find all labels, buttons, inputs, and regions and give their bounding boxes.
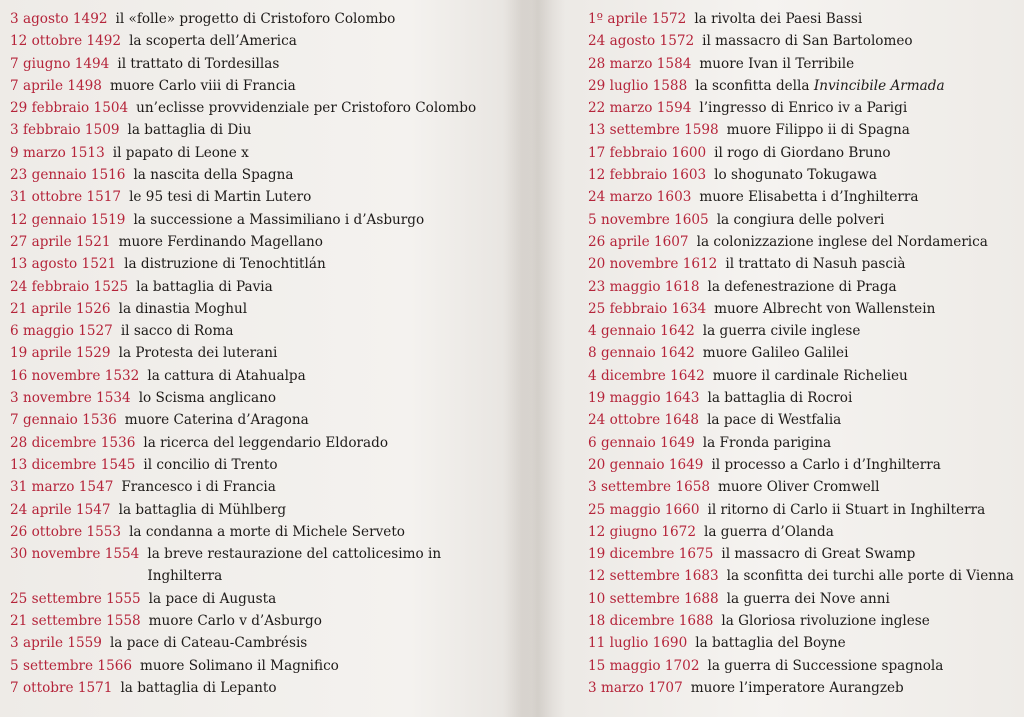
entry-description: le 95 tesi di Martin Lutero [129,189,312,206]
chronology-entry [588,409,1018,431]
entry-description: la guerra di Successione spagnola [707,657,944,674]
chronology-entry [10,53,500,75]
entry-description: la guerra civile inglese [702,323,861,340]
chronology-entry [10,409,500,431]
entry-description: muore Carlo viii di Francia [109,77,296,94]
chronology-entry [10,186,500,208]
chronology-entry [588,142,1018,164]
entry-date: 10 settembre 1688 [588,590,719,607]
chronology-entry [588,8,1018,30]
entry-date: 24 aprile 1547 [10,501,111,518]
entry-date: 29 luglio 1588 [588,77,688,94]
entry-description: il trattato di Nasuh pascià [725,256,906,273]
chronology-entry [10,588,500,610]
right-page-chronology [588,8,1018,699]
entry-date: 11 luglio 1690 [588,635,688,652]
entry-description: muore Caterina d’Aragona [124,412,309,429]
entry-date: 7 ottobre 1571 [10,679,113,696]
entry-date: 24 agosto 1572 [588,33,695,50]
entry-description: lo shogunato Tokugawa [714,167,877,184]
entry-date: 9 marzo 1513 [10,144,105,161]
entry-date: 3 marzo 1707 [588,679,683,696]
entry-date: 4 dicembre 1642 [588,367,705,384]
entry-date: 3 febbraio 1509 [10,122,120,139]
chronology-entry [588,365,1018,387]
chronology-entry [10,298,500,320]
entry-date: 3 settembre 1658 [588,479,711,496]
chronology-entry [10,97,500,119]
entry-description: la distruzione di Tenochtitlán [124,256,326,273]
entry-description: la condanna a morte di Michele Serveto [129,523,405,540]
entry-description: la pace di Augusta [148,590,277,607]
chronology-entry [588,164,1018,186]
entry-description: la defenestrazione di Praga [707,278,897,295]
entry-description: un’eclisse provvidenziale per Cristoforo Colombo [136,100,477,117]
entry-description: la Gloriosa rivoluzione inglese [721,613,930,630]
entry-description: il «folle» progetto di Cristoforo Colombo [115,11,396,27]
entry-description: il papato di Leone x [112,144,249,161]
chronology-entry [10,499,500,521]
entry-date: 13 agosto 1521 [10,256,117,273]
entry-date: 12 ottobre 1492 [10,33,122,50]
chronology-entry [588,298,1018,320]
chronology-entry [588,655,1018,677]
entry-description: l’ingresso di Enrico iv a Parigi [699,100,908,117]
chronology-entry [10,142,500,164]
chronology-entry [588,186,1018,208]
chronology-entry [588,320,1018,342]
entry-date: 29 febbraio 1504 [10,100,129,117]
chronology-entry [588,387,1018,409]
entry-description: la battaglia del Boyne [695,635,846,652]
entry-description: la battaglia di Lepanto [120,679,277,696]
entry-description: la pace di Cateau-Cambrésis [109,635,308,652]
left-page-chronology [10,8,500,699]
chronology-entry [10,276,500,298]
chronology-entry [588,53,1018,75]
entry-date: 17 febbraio 1600 [588,144,707,161]
entry-date: 7 gennaio 1536 [10,412,117,429]
chronology-entry [588,342,1018,364]
entry-description: muore Albrecht von Wallenstein [714,300,936,317]
chronology-entry [10,632,500,654]
entry-date: 13 dicembre 1545 [10,456,136,473]
entry-description: la Fronda parigina [702,434,832,451]
entry-description: il concilio di Trento [143,456,278,473]
entry-date: 16 novembre 1532 [10,367,140,384]
chronology-entry [588,432,1018,454]
entry-description: il massacro di Great Swamp [721,546,916,563]
chronology-entry [588,454,1018,476]
chronology-entry [10,75,500,97]
entry-date: 26 ottobre 1553 [10,523,122,540]
entry-description: muore Ferdinando Magellano [118,233,323,250]
entry-description: il trattato di Tordesillas [117,55,280,72]
entry-date: 28 marzo 1584 [588,55,692,72]
entry-date: 24 marzo 1603 [588,189,692,206]
entry-description: muore Solimano il Magnifico [140,657,339,674]
entry-description: la ricerca del leggendario Eldorado [143,434,389,451]
entry-date: 15 maggio 1702 [588,657,700,674]
chronology-entry [588,97,1018,119]
chronology-entry [10,30,500,52]
entry-date: 3 aprile 1559 [10,635,102,652]
entry-description: il massacro di San Bartolomeo [702,33,913,50]
book-gutter [505,0,565,717]
entry-description: la rivolta dei Paesi Bassi [694,11,863,27]
entry-date: 8 gennaio 1642 [588,345,695,362]
entry-date: 4 gennaio 1642 [588,323,695,340]
chronology-entry [10,454,500,476]
chronology-entry [588,543,1018,565]
entry-date: 12 giugno 1672 [588,523,696,540]
entry-date: 26 aprile 1607 [588,233,689,250]
entry-date: 19 aprile 1529 [10,345,111,362]
chronology-entry [10,387,500,409]
chronology-entry [10,365,500,387]
entry-date: 20 gennaio 1649 [588,456,704,473]
entry-description: la scoperta dell’America [129,33,297,50]
entry-date: 12 febbraio 1603 [588,167,707,184]
entry-description: la congiura delle polveri [716,211,885,228]
chronology-entry [588,231,1018,253]
entry-description: la battaglia di Mühlberg [118,501,287,518]
entry-description: la guerra dei Nove anni [726,590,890,607]
chronology-entry [10,476,500,498]
entry-date: 21 aprile 1526 [10,300,111,317]
entry-description: la nascita della Spagna [133,167,294,184]
entry-description: la battaglia di Diu [127,122,252,139]
chronology-entry [10,342,500,364]
entry-date: 23 gennaio 1516 [10,167,126,184]
chronology-entry [10,164,500,186]
entry-description: muore Galileo Galilei [702,345,849,362]
chronology-entry [588,119,1018,141]
chronology-entry [588,276,1018,298]
chronology-entry [10,543,500,588]
entry-date: 5 novembre 1605 [588,211,709,228]
entry-description: la battaglia di Pavia [136,278,273,295]
chronology-entry [588,521,1018,543]
entry-date: 7 giugno 1494 [10,55,110,72]
chronology-entry [588,75,1018,97]
chronology-entry [10,677,500,699]
entry-description: la sconfitta della Invincibile Armada [695,77,945,94]
entry-date: 21 settembre 1558 [10,613,141,630]
entry-description: muore Oliver Cromwell [718,479,880,496]
chronology-entry [10,231,500,253]
entry-date: 13 settembre 1598 [588,122,719,139]
entry-date: 24 febbraio 1525 [10,278,129,295]
entry-date: 3 agosto 1492 [10,11,108,27]
chronology-entry [588,588,1018,610]
entry-date: 7 aprile 1498 [10,77,102,94]
entry-date: 24 ottobre 1648 [588,412,700,429]
entry-date: 28 dicembre 1536 [10,434,136,451]
chronology-entry [10,521,500,543]
chronology-entry [10,320,500,342]
chronology-entry [588,30,1018,52]
entry-date: 3 novembre 1534 [10,390,131,407]
entry-date: 25 febbraio 1634 [588,300,707,317]
entry-date: 19 maggio 1643 [588,390,700,407]
entry-description: muore l’imperatore Aurangzeb [690,679,904,696]
entry-description: muore Ivan il Terribile [699,55,855,72]
chronology-entry [10,253,500,275]
entry-date: 27 aprile 1521 [10,233,111,250]
entry-description: il rogo di Giordano Bruno [714,144,891,161]
entry-description: la sconfitta dei turchi alle porte di Vienna [726,568,1014,585]
chronology-entry [588,565,1018,587]
entry-date: 12 settembre 1683 [588,568,719,585]
entry-description: la battaglia di Rocroi [707,390,853,407]
entry-description: muore Elisabetta i d’Inghilterra [699,189,919,206]
chronology-entry [588,632,1018,654]
entry-date: 6 gennaio 1649 [588,434,695,451]
entry-date: 6 maggio 1527 [10,323,113,340]
entry-description: la breve restaurazione del cattolicesimo in Inghilterra [147,546,442,585]
chronology-entry [588,499,1018,521]
entry-date: 20 novembre 1612 [588,256,718,273]
entry-description: il processo a Carlo i d’Inghilterra [711,456,941,473]
entry-description: Francesco i di Francia [121,479,276,496]
entry-date: 31 marzo 1547 [10,479,114,496]
entry-description: la cattura di Atahualpa [147,367,306,384]
entry-date: 5 settembre 1566 [10,657,133,674]
chronology-entry [10,432,500,454]
entry-date: 25 maggio 1660 [588,501,700,518]
entry-description: la successione a Massimiliano i d’Asburgo [133,211,425,228]
entry-description: muore il cardinale Richelieu [712,367,908,384]
entry-date: 12 gennaio 1519 [10,211,126,228]
entry-date: 1º aprile 1572 [588,11,687,27]
entry-date: 30 novembre 1554 [10,546,140,563]
entry-description: il ritorno di Carlo ii Stuart in Inghilterra [707,501,986,518]
chronology-entry [588,253,1018,275]
entry-description: la colonizzazione inglese del Nordamerica [696,233,988,250]
chronology-entry [10,655,500,677]
chronology-entry [588,209,1018,231]
entry-italic-title: Invincibile Armada [813,77,945,94]
entry-description: il sacco di Roma [120,323,234,340]
entry-description: muore Carlo v d’Asburgo [148,613,322,630]
entry-date: 19 dicembre 1675 [588,546,714,563]
chronology-entry [10,209,500,231]
entry-description: la guerra d’Olanda [703,523,834,540]
entry-description: la dinastia Moghul [118,300,248,317]
chronology-entry [588,677,1018,699]
entry-date: 22 marzo 1594 [588,100,692,117]
chronology-entry [10,8,500,30]
entry-date: 23 maggio 1618 [588,278,700,295]
entry-description: la pace di Westfalia [707,412,842,429]
entry-description: lo Scisma anglicano [138,390,277,407]
chronology-entry [588,610,1018,632]
entry-description: muore Filippo ii di Spagna [726,122,910,139]
entry-description: la Protesta dei luterani [118,345,278,362]
entry-date: 25 settembre 1555 [10,590,141,607]
chronology-entry [10,610,500,632]
entry-date: 18 dicembre 1688 [588,613,714,630]
chronology-entry [588,476,1018,498]
chronology-entry [10,119,500,141]
entry-date: 31 ottobre 1517 [10,189,122,206]
